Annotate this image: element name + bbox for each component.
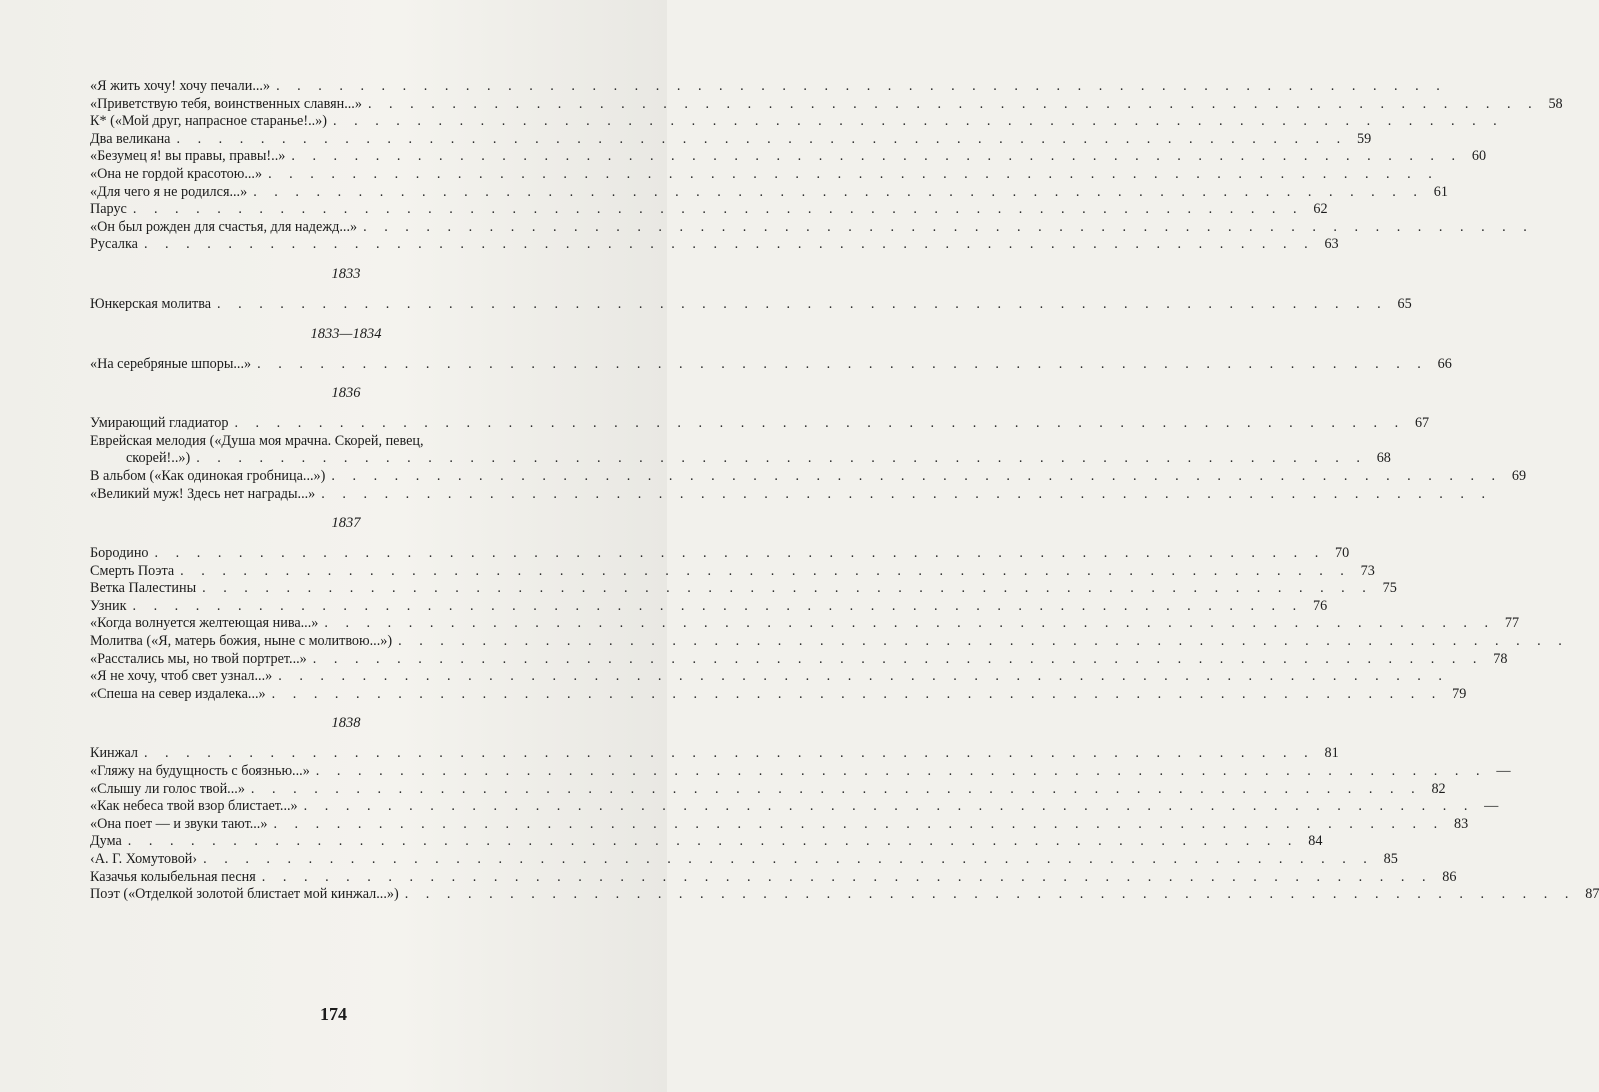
toc-entry [90,467,1527,486]
toc-entry [90,868,1457,887]
toc-entry [90,113,1504,131]
entry-title: Бородино [90,545,149,562]
dot-leader: . . . . . . . . . . . . . . . . . . . . . . . . . . . . . . . . . . . . . . . . . . . . . . . . . . . . . . . . [268,165,1439,182]
dot-leader: . . . . . . . . . . . . . . . . . . . . . . . . . . . . . . . . . . . . . . . . . . . . . . . . . . . . . . . . [291,148,1463,165]
dot-leader: . . . . . . . . . . . . . . . . . . . . . . . . . . . . . . . . . . . . . . . . . . . . . . . . . . . . . . . . [315,763,1487,780]
entry-page-number: — [1496,763,1511,780]
toc-entry [90,650,1508,669]
entry-page-number: 86 [1442,868,1457,885]
dot-leader: . . . . . . . . . . . . . . . . . . . . . . . . . . . . . . . . . . . . . . . . . . . . . . . . . . . . . . . . [127,833,1299,850]
dot-leader: . . . . . . . . . . . . . . . . . . . . . . . . . . . . . . . . . . . . . . . . . . . . . . . . . . . . . . . . [180,562,1351,579]
toc-entry [90,798,1499,816]
entry-page-number: 85 [1383,851,1398,867]
entry-title: Молитва («Я, матерь божия, ныне с молитвою...») [90,633,393,650]
entry-title: «Приветствую тебя, воинственных славян...» [90,95,362,112]
dot-leader: . . . . . . . . . . . . . . . . . . . . . . . . . . . . . . . . . . . . . . . . . . . . . . . . . . . . . . . . [273,815,1445,832]
toc-entry [90,95,1563,114]
dot-leader: . . . . . . . . . . . . . . . . . . . . . . . . . . . . . . . . . . . . . . . . . . . . . . . . . . . . . . . . [143,236,1315,253]
toc-entry [90,236,1339,254]
section-year: 1833 [331,265,361,282]
dot-leader: . . . . . . . . . . . . . . . . . . . . . . . . . . . . . . . . . . . . . . . . . . . . . . . . . . . . . . . . [321,485,1492,502]
toc-entry [90,432,1391,468]
entry-page-number: 83 [1453,815,1469,832]
entry-title: Русалка [90,236,138,253]
entry-page-number: 82 [1431,780,1446,797]
entry-title: Два великана [90,130,171,147]
dot-leader: . . . . . . . . . . . . . . . . . . . . . . . . . . . . . . . . . . . . . . . . . . . . . . . . . . . . . . . . [234,415,1406,432]
entry-title: «Слышу ли голос твой...» [90,780,245,797]
toc-entry [90,833,1323,851]
entry-page-number: 70 [1335,545,1350,562]
entry-title-continued: скорей!..») [126,450,191,467]
section-year: 1833—1834 [310,325,382,342]
entry-page-number: 79 [1452,685,1467,702]
entry-title: «Я жить хочу! хочу печали...» [90,78,271,94]
toc-entry [90,615,1520,633]
dot-leader: . . . . . . . . . . . . . . . . . . . . . . . . . . . . . . . . . . . . . . . . . . . . . . . . . . . . . . . . [324,615,1496,632]
entry-title: Дума [90,833,122,850]
toc-entry [90,851,1398,869]
entry-page-number: 81 [1324,745,1339,762]
section-year: 1837 [331,515,361,532]
toc-entry [90,183,1448,202]
dot-leader: . . . . . . . . . . . . . . . . . . . . . . . . . . . . . . . . . . . . . . . . . . . . . . . . . . . . . . . . [363,218,1534,235]
entry-title: «Я не хочу, чтоб свет узнал...» [90,668,273,685]
entry-title: ‹А. Г. Хомутовой› [90,851,198,867]
toc-entry [90,130,1372,149]
toc-entry [90,745,1339,763]
toc-entry [90,668,1449,686]
dot-leader: . . . . . . . . . . . . . . . . . . . . . . . . . . . . . . . . . . . . . . . . . . . . . . . . . . . . . . . . [253,183,1424,200]
entry-title: «Для чего я не родился...» [90,183,248,200]
dot-leader: . . . . . . . . . . . . . . . . . . . . . . . . . . . . . . . . . . . . . . . . . . . . . . . . . . . . . . . . [143,745,1315,762]
toc-entry [90,415,1430,433]
toc-entry [90,562,1375,581]
entry-page-number: 63 [1324,236,1339,253]
entry-title: «Она не гордой красотою...» [90,165,263,182]
toc-entry [90,580,1397,598]
dot-leader: . . . . . . . . . . . . . . . . . . . . . . . . . . . . . . . . . . . . . . . . . . . . . . . . . . . . . . . . [404,886,1576,903]
dot-leader: . . . . . . . . . . . . . . . . . . . . . . . . . . . . . . . . . . . . . . . . . . . . . . . . . . . . . . . . [250,780,1422,797]
table-of-contents [90,78,1599,904]
toc-entry [90,218,1534,237]
dot-leader: . . . . . . . . . . . . . . . . . . . . . . . . . . . . . . . . . . . . . . . . . . . . . . . . . . . . . . . . [217,295,1388,312]
dot-leader: . . . . . . . . . . . . . . . . . . . . . . . . . . . . . . . . . . . . . . . . . . . . . . . . . . . . . . . . [276,78,1447,94]
dot-leader: . . . . . . . . . . . . . . . . . . . . . . . . . . . . . . . . . . . . . . . . . . . . . . . . . . . . . . . . [278,668,1449,685]
entry-title: Еврейская мелодия («Душа моя мрачна. Скорей, певец, [90,432,424,449]
toc-entry [90,201,1328,219]
toc-entry [90,355,1452,374]
entry-page-number: 84 [1308,833,1323,850]
toc-entry [90,886,1599,904]
entry-page-number: 58 [1548,95,1563,112]
entry-title: Юнкерская молитва [90,295,212,312]
entry-page-number: 62 [1313,201,1328,218]
entry-page-number: 75 [1382,580,1397,597]
entry-title: Смерть Поэта [90,562,175,579]
entry-title: «Он был рожден для счастья, для надежд...» [90,218,358,235]
entry-title: «Спеша на север издалека...» [90,685,266,702]
toc-entry [90,815,1469,834]
entry-page-number: 77 [1504,615,1520,632]
toc-entry [90,295,1412,314]
entry-title: Узник [90,597,127,614]
page-number: 174 [320,1004,347,1024]
entry-title: Парус [90,201,127,218]
entry-title: «Великий муж! Здесь нет награды...» [90,485,316,502]
toc-entry [90,633,1569,651]
toc-entry [90,545,1350,563]
entry-title: К* («Мой друг, напрасное старанье!..») [90,113,327,130]
entry-page-number: 66 [1437,355,1452,372]
entry-page-number: 61 [1433,183,1448,200]
toc-entry [90,165,1439,184]
entry-page-number: 69 [1511,467,1527,484]
dot-leader: . . . . . . . . . . . . . . . . . . . . . . . . . . . . . . . . . . . . . . . . . . . . . . . . . . . . . . . . [196,450,1367,467]
entry-title: «На серебряные шпоры...» [90,355,252,372]
section-year: 1836 [331,385,361,402]
entry-page-number: 68 [1376,450,1391,467]
entry-page-number: — [1484,798,1499,815]
entry-page-number: 67 [1414,415,1430,432]
entry-title: «Расстались мы, но твой портрет...» [90,650,307,667]
dot-leader: . . . . . . . . . . . . . . . . . . . . . . . . . . . . . . . . . . . . . . . . . . . . . . . . . . . . . . . . [398,633,1569,650]
toc-entry [90,597,1328,616]
toc-entry [90,763,1511,781]
entry-title: Казачья колыбельная песня [90,868,256,885]
toc-entry [90,148,1487,166]
entry-title: В альбом («Как одинокая гробница...») [90,467,326,484]
entry-title: «Она поет — и звуки тают...» [90,815,268,832]
entry-title: Кинжал [90,745,138,762]
dot-leader: . . . . . . . . . . . . . . . . . . . . . . . . . . . . . . . . . . . . . . . . . . . . . . . . . . . . . . . . [203,851,1374,867]
dot-leader: . . . . . . . . . . . . . . . . . . . . . . . . . . . . . . . . . . . . . . . . . . . . . . . . . . . . . . . . [312,650,1484,667]
dot-leader: . . . . . . . . . . . . . . . . . . . . . . . . . . . . . . . . . . . . . . . . . . . . . . . . . . . . . . . . [132,201,1304,218]
dot-leader: . . . . . . . . . . . . . . . . . . . . . . . . . . . . . . . . . . . . . . . . . . . . . . . . . . . . . . . . [154,545,1326,562]
entry-title: «Гляжу на будущность с боязнью...» [90,763,310,780]
entry-title: «Безумец я! вы правы, правы!..» [90,148,286,165]
toc-entry [90,780,1446,799]
dot-leader: . . . . . . . . . . . . . . . . . . . . . . . . . . . . . . . . . . . . . . . . . . . . . . . . . . . . . . . . [261,868,1433,885]
entry-title: Умирающий гладиатор [90,415,229,432]
dot-leader: . . . . . . . . . . . . . . . . . . . . . . . . . . . . . . . . . . . . . . . . . . . . . . . . . . . . . . . . [367,95,1539,112]
entry-page-number: 76 [1313,597,1328,614]
toc-entry [90,78,1447,96]
entry-title: Поэт («Отделкой золотой блистает мой кинжал...») [90,886,399,903]
entry-title: «Когда волнуется желтеющая нива...» [90,615,319,632]
toc-entry [90,485,1492,504]
section-year: 1838 [331,715,361,732]
entry-title: «Как небеса твой взор блистает...» [90,798,298,815]
dot-leader: . . . . . . . . . . . . . . . . . . . . . . . . . . . . . . . . . . . . . . . . . . . . . . . . . . . . . . . . [331,467,1503,484]
entry-page-number: 87 [1585,886,1599,903]
dot-leader: . . . . . . . . . . . . . . . . . . . . . . . . . . . . . . . . . . . . . . . . . . . . . . . . . . . . . . . . [257,355,1428,372]
dot-leader: . . . . . . . . . . . . . . . . . . . . . . . . . . . . . . . . . . . . . . . . . . . . . . . . . . . . . . . . [202,580,1373,597]
dot-leader: . . . . . . . . . . . . . . . . . . . . . . . . . . . . . . . . . . . . . . . . . . . . . . . . . . . . . . . . [303,798,1475,815]
dot-leader: . . . . . . . . . . . . . . . . . . . . . . . . . . . . . . . . . . . . . . . . . . . . . . . . . . . . . . . . [333,113,1504,130]
entry-page-number: 65 [1397,295,1412,312]
entry-page-number: 78 [1493,650,1508,667]
entry-page-number: 73 [1360,562,1375,579]
toc-entry [90,685,1467,704]
entry-page-number: 59 [1357,130,1372,147]
entry-page-number: 60 [1471,148,1487,165]
entry-title: Ветка Палестины [90,580,197,597]
dot-leader: . . . . . . . . . . . . . . . . . . . . . . . . . . . . . . . . . . . . . . . . . . . . . . . . . . . . . . . . [176,130,1348,147]
dot-leader: . . . . . . . . . . . . . . . . . . . . . . . . . . . . . . . . . . . . . . . . . . . . . . . . . . . . . . . . [271,685,1443,702]
dot-leader: . . . . . . . . . . . . . . . . . . . . . . . . . . . . . . . . . . . . . . . . . . . . . . . . . . . . . . . . [132,597,1304,614]
